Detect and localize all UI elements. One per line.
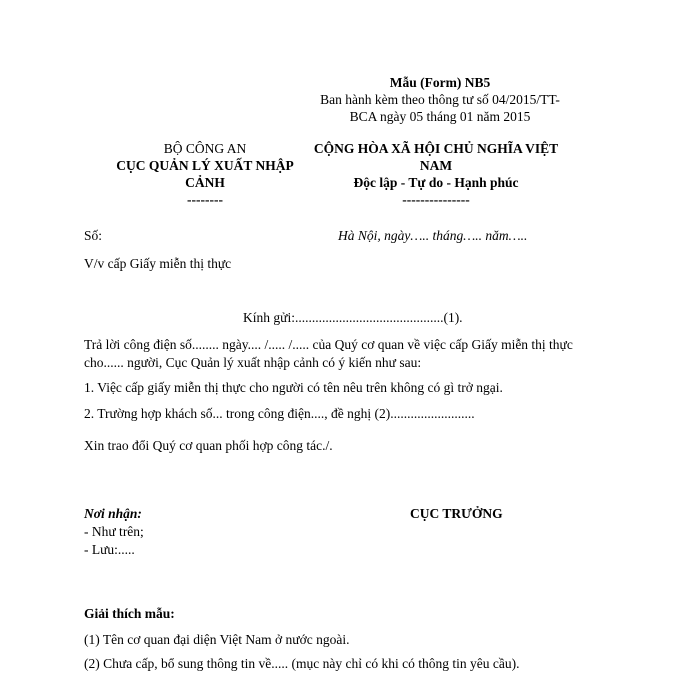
- notes-title: Giải thích mẫu:: [84, 606, 175, 621]
- agency-separator: --------: [187, 192, 223, 207]
- recipients-title: Nơi nhận:: [84, 506, 142, 521]
- note-2: (2) Chưa cấp, bổ sung thông tin về..... (mục này chỉ có khi có thông tin yêu cầu).: [84, 656, 520, 671]
- department-name-line2: CẢNH: [185, 175, 225, 190]
- reply-paragraph-line2: cho...... người, Cục Quản lý xuất nhập cảnh có ý kiến như sau:: [84, 355, 422, 370]
- closing-line: Xin trao đổi Quý cơ quan phối hợp công tác./.: [84, 438, 333, 453]
- reply-paragraph: [84, 336, 624, 372]
- ministry-name: BỘ CÔNG AN: [163, 141, 247, 156]
- country-name-line2: NAM: [419, 158, 453, 173]
- national-motto: Độc lập - Tự do - Hạnh phúc: [353, 175, 519, 190]
- addressee-line: Kính gửi:............................................(1).: [243, 310, 463, 325]
- note-1: (1) Tên cơ quan đại diện Việt Nam ở nước ngoài.: [84, 632, 350, 647]
- place-and-date: Hà Nội, ngày….. tháng….. năm…..: [338, 228, 528, 243]
- department-name-line1: CỤC QUẢN LÝ XUẤT NHẬP: [116, 158, 294, 173]
- recipient-1: - Như trên;: [84, 524, 144, 539]
- form-issued-date: BCA ngày 05 tháng 01 năm 2015: [349, 109, 531, 124]
- country-name-line1: CỘNG HÒA XÃ HỘI CHỦ NGHĨA VIỆT: [313, 141, 559, 156]
- document-number-label: Số:: [84, 228, 103, 243]
- motto-separator: ---------------: [402, 192, 470, 207]
- reply-paragraph-line1: Trả lời công điện số........ ngày.... /..... /..... của Quý cơ quan về việc cấp Giấy miễn thị thực: [84, 337, 573, 352]
- form-reference: [300, 74, 580, 125]
- form-title: Mẫu (Form) NB5: [389, 75, 491, 90]
- issuing-agency: [80, 140, 330, 208]
- recipient-2: - Lưu:.....: [84, 542, 135, 557]
- subject-line: V/v cấp Giấy miễn thị thực: [84, 256, 232, 271]
- item-2: 2. Trường hợp khách số... trong công điện...., đề nghị (2).........................: [84, 406, 475, 421]
- signer-title: CỤC TRƯỞNG: [410, 506, 503, 521]
- national-heading: [300, 140, 572, 208]
- item-1: 1. Việc cấp giấy miễn thị thực cho người có tên nêu trên không có gì trở ngại.: [84, 380, 503, 395]
- form-issued-line: Ban hành kèm theo thông tư số 04/2015/TT-: [320, 92, 560, 107]
